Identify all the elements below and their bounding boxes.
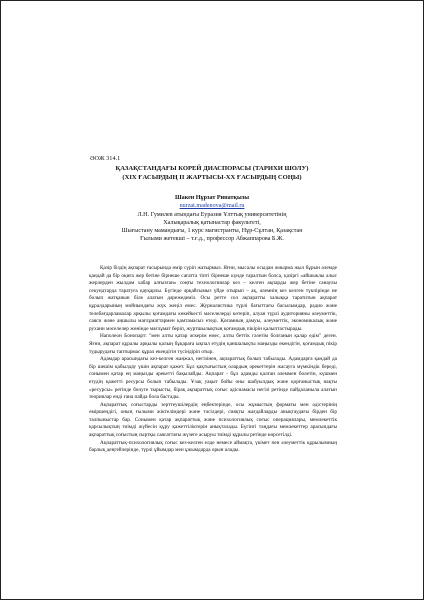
affiliation-line-4: Ғылыми жетекші – т.ғ.д., профессор Абжаппарова Б.Ж.	[140, 236, 284, 243]
udc-code: ӘОЖ 314.1	[90, 155, 121, 162]
affiliation-line-3: Шығыстану мамандығы, 1 курс магистранты, Нұр-Сұлтан, Қазақстан	[121, 228, 303, 235]
title-line-1: ҚАЗАҚСТАНДАҒЫ КОРЕЙ ДИАСПОРАСЫ (ТАРИХИ ШОЛУ)	[115, 165, 309, 172]
author-name: Шакен Нұрзат Ринатқызы	[174, 195, 250, 201]
paragraph: Адамдар арасындағы кез-келген жаңжал, негізінен, ақпараттық болып табылады. Адамдарға қандай да бір шешім қабылдау үшін ақпарат қажет. Бұл қақтығыстың олардың әрекеттерін жасауға мүмкіндік береді, сонымен қатар ең маңызды әрекетті бақылайды. Ақпарат - бұл адамды қалған әлеммен болетін, күшмен етудің қажетті ресурсы болып табылады. Ұзақ уақыт бойы оны шабуылдық және қорғаныстық нақты «ресурсы» ретінде бөлуге тырысты, бірақ ақпараттық соғыс әдіснамасы негізі ретінде пайдаланыла алатын теориялар енді ғана пайда бола бастады.	[89, 356, 337, 401]
affiliation-line-1: Л.Н. Гумилев атындағы Еуразия Ұлттық университетінің	[137, 211, 287, 218]
article-body	[89, 265, 337, 455]
paragraph: Наполеон Бонопарт: "мен алты қатар әскерім емес, алты беттік газетім болғанын қалар едім" деген. Яғни, ақпарат құралы арқылы қалың бұқараға ықпал етудің қаншалықты маңызды екендігін, қоғамдық пікір тудырудағы таптырмас құрал екендігін түсіндіріп отыр.	[89, 333, 337, 355]
author-email-link[interactable]: nurzat.madenova@mail.ru	[179, 203, 245, 210]
title-line-2: (XIX ҒАСЫРДЫҢ II ЖАРТЫСЫ-XX ҒАСЫРДЫҢ СОҢЫ)	[122, 173, 302, 181]
paragraph: Ақпараттық-психологиялық соғыс кез-келген елде немесе аймақта, үкімет пен әлеуметтік құрылымның барлық деңгейлерінде, түрлі ұйымдар мен ұжымдарда орын алады.	[89, 439, 337, 454]
article-title	[89, 165, 335, 182]
paragraph: Қазір біздің ақпарат ғасырында өмір сүріп жатырмыз. Яғни, мысалы осыдан жиырма жыл бұрын әлемде қандай да бір оқиға жер бетіне бірнеше сағатта тіпті бірнеше күнде таралтын болса, қазіргі «айшыклы алыс жерлерден жылдам хабар алғызған» соңғы технологиялар кез – келген ақпарды жер бетіне санаулы секундтарда таратуға қауқарлы. Бүгінде әрқайсымыз үйде отырып – ақ, әлемнің кез келген түкпірінде не болып жатқанын біле алатын дәрежедеміз. Осы ретте сол ақпаратты халыққа таратитын ақпарат құралдарының мойнындағы жүк жеңіл емес. Журналистика түрлі бағыттағы басылымдар, радио және телебағдарламалар арқылы қоғамдағы көкейкесті мәселелерді көтеріп, алуан түрлі аудиторияны әлеуметтік, саяси және аңшылы мағлұматтармен қамтамасыз етеді. Қоғамның дамуы, әлеуметтік, экономикалық және рухани мәселелер жөнінде мағлұмат беріп, журтшылықтың қоғамдық пікірін қалыптастырады.	[89, 265, 337, 332]
paragraph: Ақпараттық соғыстарды зерттеушілердің еңбектерінде, осы жұмыстың форматы мен әдістерінің өміршеңдігі, оның ғылыми жіктелімдері және тәсілдері, сияқты жағдайларды анықтаудағы бірден бір талпыныстар бар. Сонымен қатар ақпараттық және психологиялық соғыс операциялары, мемлекеттік қарсылықтың тиімді жүйесін құру қажеттіліктерін анықталады. Бүгінгі таңдағы мемлекеттер арасындағы ақпараттық соғыстың сыртқы саясаттағы жүзеге асыруы тиімді құралы ретінде көрсетілді.	[89, 401, 337, 439]
affiliation-line-2: Халықаралық қатынастар факультеті,	[163, 219, 261, 226]
author-block	[89, 194, 335, 244]
